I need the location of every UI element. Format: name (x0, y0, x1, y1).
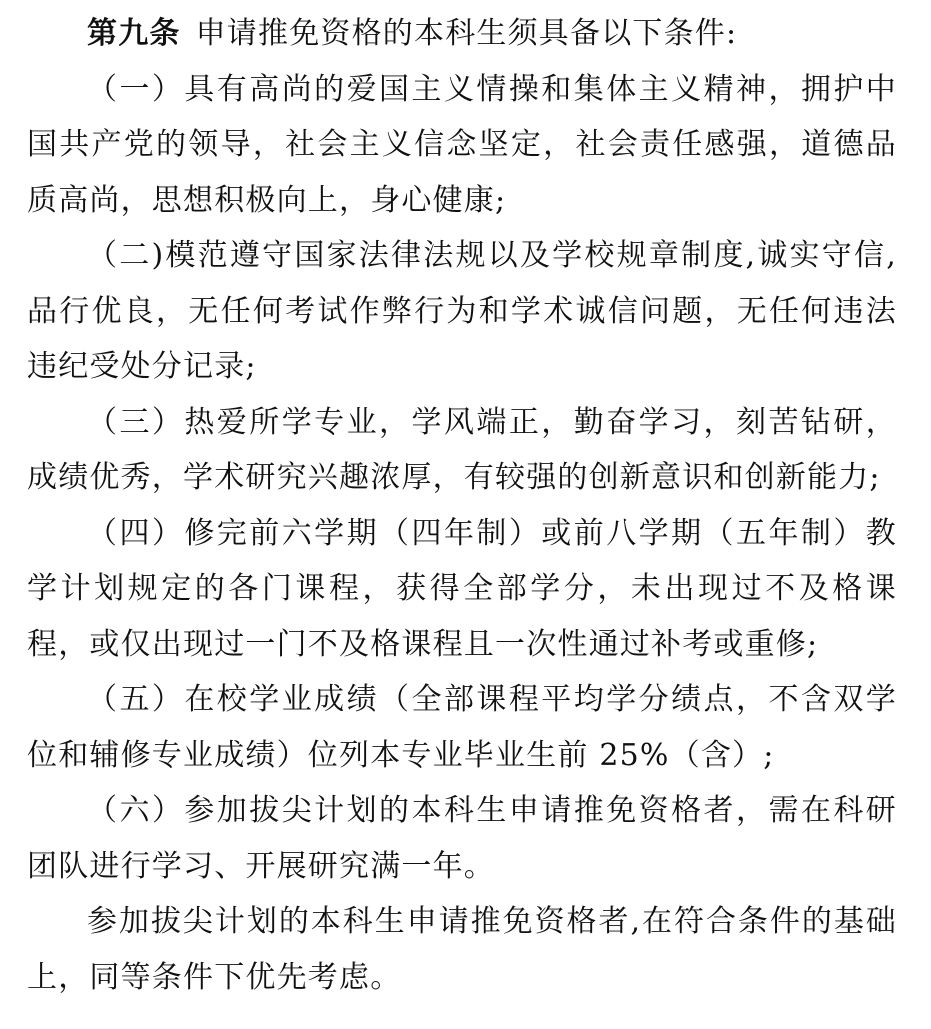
article-heading (27, 6, 897, 62)
condition-item-5: （五）在校学业成绩（全部课程平均学分绩点，不含双学位和辅修专业成绩）位列本专业毕业生前 25%（含）; (27, 682, 897, 773)
article-number: 第九条 (87, 16, 181, 51)
condition-item-4: （四）修完前六学期（四年制）或前八学期（五年制）教学计划规定的各门课程，获得全部学分，未出现过不及格课程，或仅出现过一门不及格课程且一次性通过补考或重修; (27, 515, 897, 662)
article-title: 申请推免资格的本科生须具备以下条件: (195, 16, 738, 51)
condition-item-6: （六）参加拔尖计划的本科生申请推免资格者，需在科研团队进行学习、开展研究满一年。 (27, 793, 897, 884)
condition-item-1: （一）具有高尚的爱国主义情操和集体主义精神，拥护中国共产党的领导，社会主义信念坚定，社会责任感强，道德品质高尚，思想积极向上，身心健康; (27, 71, 897, 218)
closing-paragraph: 参加拔尖计划的本科生申请推免资格者,在符合条件的基础上，同等条件下优先考虑。 (27, 904, 897, 995)
condition-item-3: （三）热爱所学专业，学风端正，勤奋学习，刻苦钻研，成绩优秀，学术研究兴趣浓厚，有较强的创新意识和创新能力; (27, 404, 897, 495)
condition-item-2: （二)模范遵守国家法律法规以及学校规章制度,诚实守信,品行优良，无任何考试作弊行为和学术诚信问题，无任何违法违纪受处分记录; (27, 238, 897, 384)
document-body (27, 6, 897, 1005)
